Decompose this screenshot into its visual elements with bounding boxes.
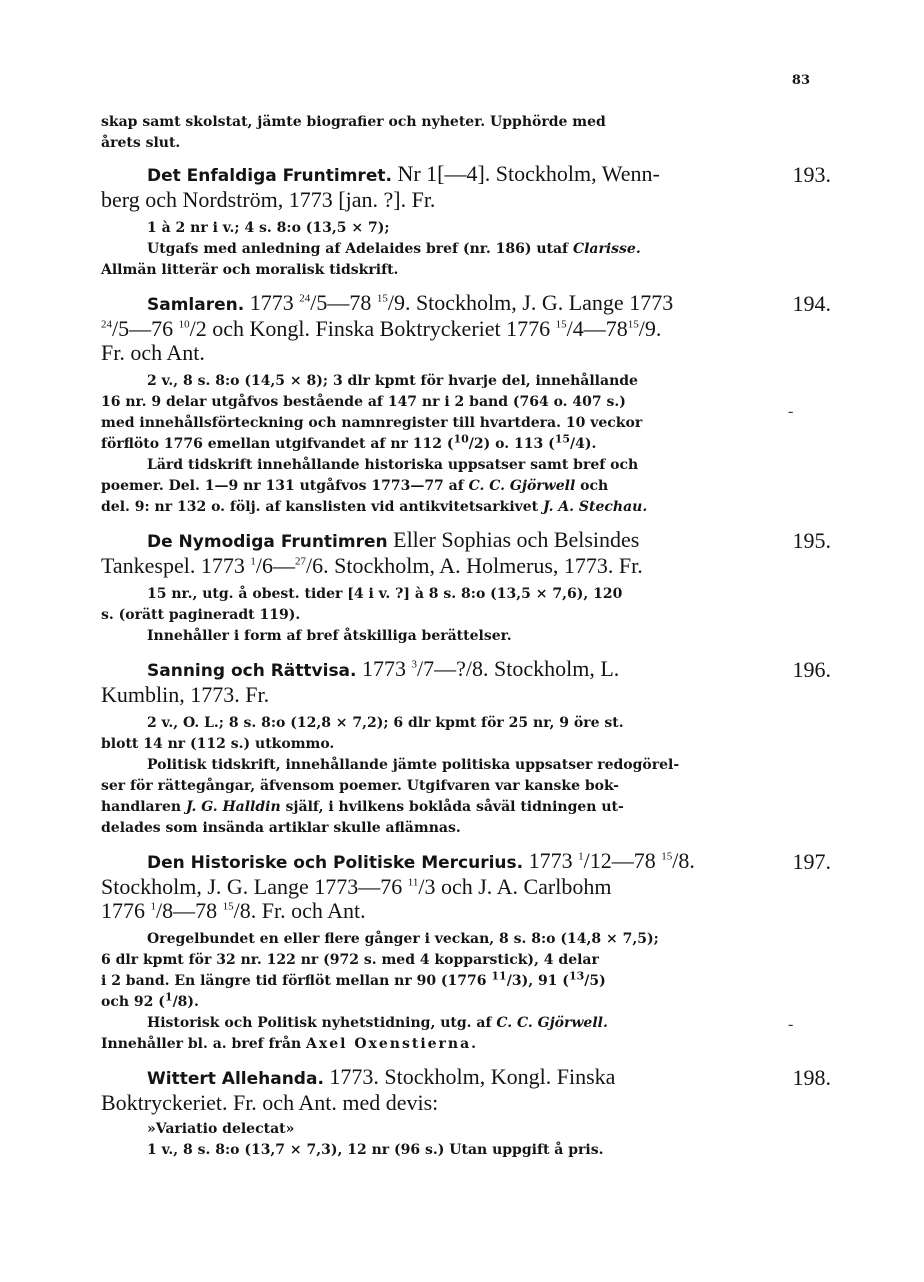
text-span: och 92 ( [101, 994, 165, 1010]
fraction-superscript: 10 [178, 318, 190, 331]
imprint-text: /4—78 [566, 316, 628, 341]
imprint-text: /6— [255, 553, 295, 578]
entry-number: 198. [792, 1065, 831, 1090]
text-span: förflöto 1776 emellan utgifvandet af nr 112 ( [101, 436, 454, 452]
entry-number: 195. [792, 528, 831, 553]
text-line [101, 434, 766, 455]
entry-198 [101, 1064, 831, 1161]
imprint-text: 1773. Stockholm, Kongl. Finska [323, 1064, 616, 1089]
italic-name: J. A. Stechau. [543, 499, 648, 515]
entry-description [101, 1119, 766, 1161]
entry-heading [101, 291, 766, 317]
text-line: 2 v., O. L.; 8 s. 8:o (12,8 × 7,2); 6 dlr kpmt för 25 nr, 9 öre st. [147, 715, 624, 731]
imprint-line [101, 554, 766, 578]
imprint-text: /9. Stockholm, J. G. Lange 1773 [387, 290, 674, 315]
fraction-superscript: 10 [453, 432, 469, 446]
text-span: och [575, 478, 609, 494]
fraction-superscript: 1 [150, 900, 156, 913]
imprint-text: /5—78 [310, 290, 377, 315]
entry-description [101, 218, 766, 281]
fraction-superscript: 11 [491, 969, 507, 983]
entry-title: Samlaren. [147, 295, 245, 315]
text-line: Allmän litterär och moralisk tidskrift. [101, 262, 399, 278]
entry-description [101, 584, 766, 647]
text-line: Lärd tidskrift innehållande historiska uppsatser samt bref och [147, 457, 639, 473]
text-line: 2 v., 8 s. 8:o (14,5 × 8); 3 dlr kpmt för hvarje del, innehållande [147, 373, 638, 389]
text-line: ser för rättegångar, äfvensom poemer. Utgifvaren var kanske bok- [101, 778, 619, 794]
text-span: handlaren [101, 799, 186, 815]
entry-heading [101, 1065, 766, 1091]
imprint-text: Nr 1[—4]. Stockholm, Wenn- [391, 161, 660, 186]
imprint-text: /8. Fr. och Ant. [233, 898, 366, 923]
text-span: i 2 band. En längre tid förflöt mellan nr 90 (1776 [101, 973, 492, 989]
text-line [101, 992, 766, 1013]
entry-number: 196. [792, 657, 831, 682]
text-span: Utgafs med anledning af Adelaides bref (nr. 186) utaf [147, 241, 573, 257]
fraction-superscript: 24 [299, 292, 311, 305]
text-line [101, 476, 766, 497]
text-span: Historisk och Politisk nyhetstidning, utg. af [147, 1015, 497, 1031]
entry-195 [101, 527, 831, 647]
imprint-text: 1773 [244, 290, 300, 315]
entry-196 [101, 656, 831, 839]
entry-number: 193. [792, 162, 831, 187]
fraction-superscript: 15 [222, 900, 234, 913]
text-line [101, 971, 766, 992]
imprint-line [101, 875, 766, 899]
imprint-text: /9. [638, 316, 662, 341]
text-line: 1 à 2 nr i v.; 4 s. 8:o (13,5 × 7); [147, 220, 390, 236]
entry-title: Wittert Allehanda. [147, 1069, 324, 1089]
entry-number: 194. [792, 291, 831, 316]
entry-title: Den Historiske och Politiske Mercurius. [147, 853, 524, 873]
entry-197 [101, 848, 831, 1055]
text-line: blott 14 nr (112 s.) utkommo. [101, 736, 335, 752]
fraction-superscript: 1 [250, 555, 256, 568]
intro-paragraph [101, 112, 766, 154]
entry-description [101, 713, 766, 839]
text-span: Innehåller bl. a. bref från [101, 1036, 307, 1052]
italic-name: C. C. Gjörwell. [496, 1015, 608, 1031]
imprint-text: 1773 [356, 656, 412, 681]
text-line: 15 nr., utg. å obest. tider [4 i v. ?] à 8 s. 8:o (13,5 × 7,6), 120 [147, 586, 623, 602]
text-line: delades som insända artiklar skulle aflämnas. [101, 820, 461, 836]
imprint-text: 1776 [101, 898, 151, 923]
text-line: Oregelbundet en eller flere gånger i veckan, 8 s. 8:o (14,8 × 7,5); [147, 931, 659, 947]
entry-title: De Nymodiga Fruntimren [147, 532, 388, 552]
fraction-superscript: 27 [295, 555, 306, 568]
imprint-line: berg och Nordström, 1773 [jan. ?]. Fr. [101, 187, 436, 212]
fraction-superscript: 3 [411, 658, 417, 671]
text-line [101, 797, 766, 818]
text-line: med innehållsförteckning och namnregister till hvartdera. 10 veckor [101, 415, 643, 431]
imprint-text: 1773 [523, 848, 579, 873]
fraction-superscript: 15 [376, 292, 388, 305]
motto-line: »Variatio delectat» [147, 1121, 295, 1137]
imprint-line: Boktryckeriet. Fr. och Ant. med devis: [101, 1090, 439, 1115]
imprint-text: /5—76 [112, 316, 179, 341]
entry-194 [101, 290, 831, 518]
entry-title: Sanning och Rättvisa. [147, 661, 357, 681]
entry-title: Det Enfaldiga Fruntimret. [147, 166, 392, 186]
entry-description [101, 929, 766, 1055]
italic-name: J. G. Halldin [185, 799, 281, 815]
imprint-text: /6. Stockholm, A. Holmerus, 1773. Fr. [306, 553, 643, 578]
text-line: 16 nr. 9 delar utgåfvos bestående af 147 nr i 2 band (764 o. 407 s.) [101, 394, 626, 410]
text-span: poemer. Del. 1—9 nr 131 utgåfvos 1773—77 af [101, 478, 469, 494]
imprint-line: Fr. och Ant. [101, 340, 205, 365]
imprint-text: Tankespel. 1773 [101, 553, 251, 578]
fraction-superscript: 15 [554, 432, 571, 446]
imprint-text: /2 och Kongl. Finska Boktryckeriet 1776 [189, 316, 556, 341]
imprint-text: /8. [672, 848, 695, 873]
text-span: /2) o. 113 ( [468, 436, 555, 452]
margin-dash-mark: - [788, 403, 794, 420]
text-line [101, 1013, 766, 1034]
text-line: årets slut. [101, 135, 181, 151]
page-number: 83 [791, 73, 810, 88]
margin-dash-mark: - [788, 1016, 794, 1033]
entry-description [101, 371, 766, 518]
entry-heading [101, 162, 766, 188]
italic-name: C. C. Gjörwell [468, 478, 576, 494]
entry-heading [101, 657, 766, 683]
fraction-superscript: 1 [578, 850, 584, 863]
text-line: 1 v., 8 s. 8:o (13,7 × 7,3), 12 nr (96 s.) Utan uppgift å pris. [147, 1142, 604, 1158]
text-span: /5) [584, 973, 606, 989]
text-line: skap samt skolstat, jämte biografier och nyheter. Upphörde med [101, 114, 606, 130]
imprint-text: /3 och J. A. Carlbohm [418, 874, 612, 899]
text-line: s. (orätt pagineradt 119). [101, 607, 301, 623]
fraction-superscript: 15 [661, 850, 673, 863]
text-line [101, 497, 766, 518]
fraction-superscript: 11 [407, 876, 419, 889]
fraction-superscript: 15 [555, 318, 567, 331]
imprint-text: Stockholm, J. G. Lange 1773—76 [101, 874, 408, 899]
spaced-name: Axel Oxenstierna. [306, 1036, 479, 1052]
text-span: del. 9: nr 132 o. följ. af kanslisten vid antikvitetsarkivet [101, 499, 544, 515]
text-span: /3), 91 ( [506, 973, 569, 989]
imprint-text: Eller Sophias och Belsindes [387, 527, 640, 552]
text-column [101, 112, 831, 1161]
imprint-text: /7—?/8. Stockholm, L. [417, 656, 620, 681]
text-line: Politisk tidskrift, innehållande jämte politiska uppsatser redogörel- [147, 757, 680, 773]
entry-193 [101, 161, 831, 281]
fraction-superscript: 13 [568, 969, 585, 983]
imprint-text: /8—78 [156, 898, 223, 923]
text-span: /4). [570, 436, 597, 452]
italic-name: Clarisse. [572, 241, 641, 257]
text-line: Innehåller i form af bref åtskilliga berättelser. [147, 628, 512, 644]
text-line [101, 1034, 766, 1055]
entry-heading [101, 528, 766, 554]
entry-heading [101, 849, 766, 875]
fraction-superscript: 24 [101, 318, 112, 331]
fraction-superscript: 1 [164, 990, 173, 1004]
text-line: 6 dlr kpmt för 32 nr. 122 nr (972 s. med 4 kopparstick), 4 delar [101, 952, 599, 968]
text-span: själf, i hvilkens boklåda såväl tidningen ut- [280, 799, 624, 815]
imprint-line [101, 317, 766, 341]
text-line [101, 239, 766, 260]
text-span: /8). [172, 994, 199, 1010]
fraction-superscript: 15 [627, 318, 639, 331]
entry-number: 197. [792, 849, 831, 874]
imprint-text: /12—78 [583, 848, 662, 873]
imprint-line: Kumblin, 1773. Fr. [101, 682, 270, 707]
imprint-line [101, 899, 766, 923]
